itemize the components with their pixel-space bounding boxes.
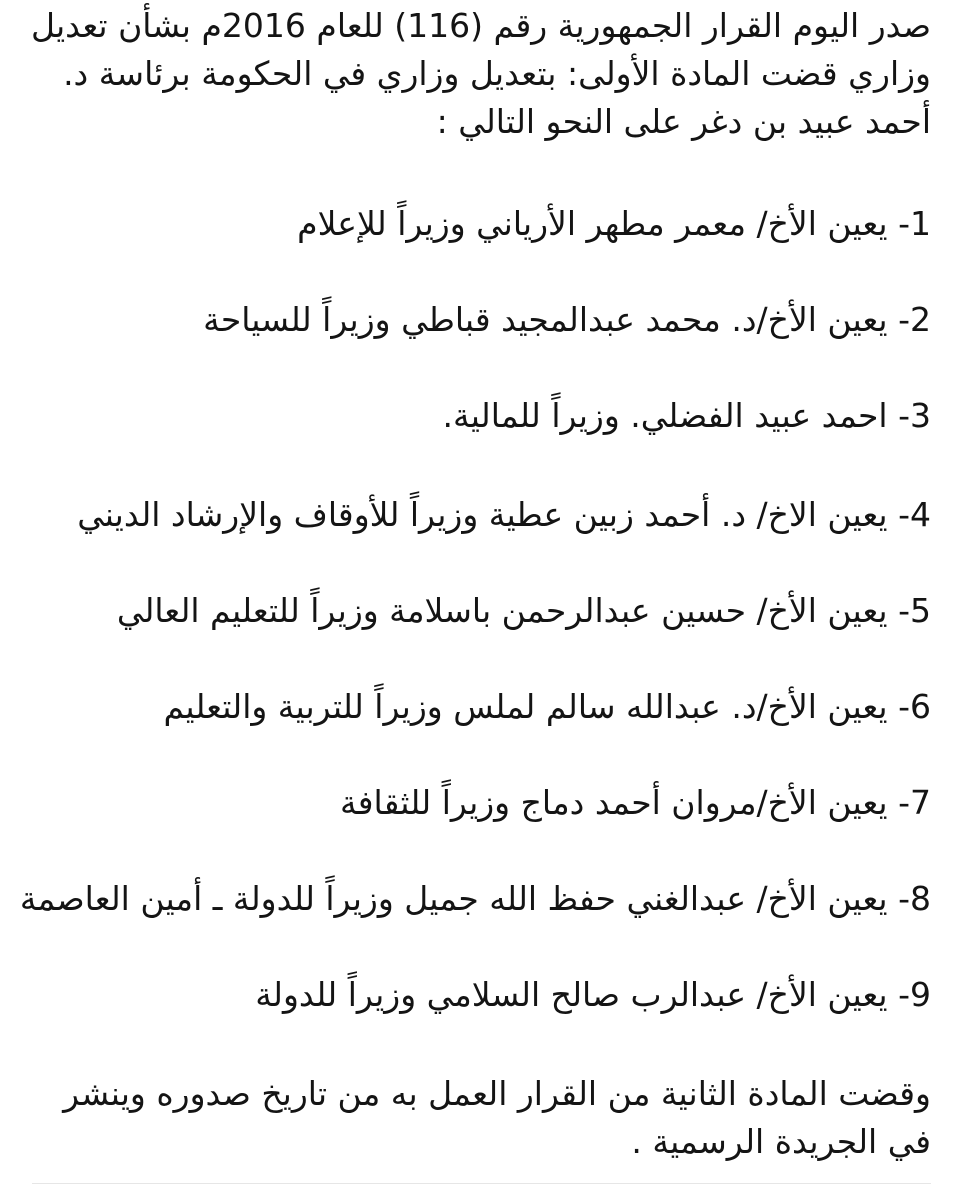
appointment-item-9: 9- يعين الأخ/ عبدالرب صالح السلامي وزيراً للدولة bbox=[255, 975, 931, 1014]
appointment-item-8: 8- يعين الأخ/ عبدالغني حفظ الله جميل وزيراً للدولة ـ أمين العاصمة bbox=[19, 879, 931, 918]
appointment-item-1: 1- يعين الأخ/ معمر مطهر الأرياني وزيراً للإعلام bbox=[297, 204, 931, 243]
appointment-item-6: 6- يعين الأخ/د. عبدالله سالم لملس وزيراً للتربية والتعليم bbox=[163, 687, 931, 726]
appointment-item-3: 3- احمد عبيد الفضلي. وزيراً للمالية. bbox=[442, 396, 931, 435]
appointment-item-4: 4- يعين الاخ/ د. أحمد زبين عطية وزيراً للأوقاف والإرشاد الديني bbox=[77, 495, 931, 534]
intro-paragraph: صدر اليوم القرار الجمهورية رقم (116) للعام 2016م بشأن تعديل وزاري قضت المادة الأولى: بتعديل وزاري في الحكومة برئاسة د. أحمد عبيد بن دغر على النحو التالي : bbox=[30, 6, 931, 141]
bottom-divider bbox=[32, 1183, 931, 1184]
appointment-item-2: 2- يعين الأخ/د. محمد عبدالمجيد قباطي وزيراً للسياحة bbox=[203, 300, 931, 339]
appointment-item-7: 7- يعين الأخ/مروان أحمد دماج وزيراً للثقافة bbox=[340, 783, 931, 822]
appointment-item-5: 5- يعين الأخ/ حسين عبدالرحمن باسلامة وزيراً للتعليم العالي bbox=[116, 591, 931, 630]
closing-paragraph: وقضت المادة الثانية من القرار العمل به من تاريخ صدوره وينشر في الجريدة الرسمية . bbox=[63, 1074, 931, 1161]
